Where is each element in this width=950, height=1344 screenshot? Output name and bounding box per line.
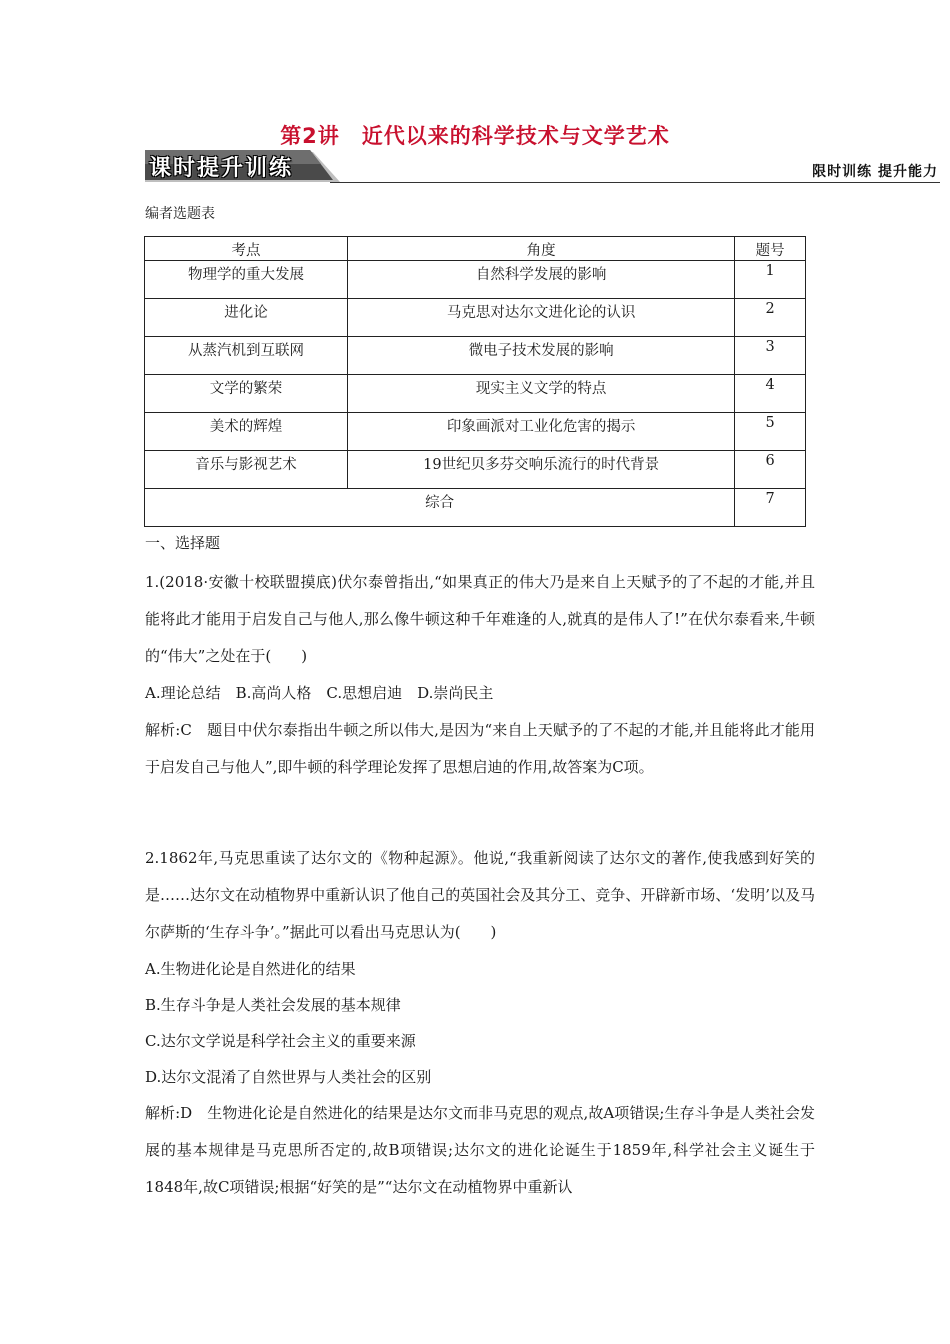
option-a: A.生物进化论是自然进化的结果 bbox=[145, 960, 356, 978]
table-row bbox=[145, 261, 806, 299]
table-header-row bbox=[145, 237, 806, 261]
header-topic: 考点 bbox=[145, 237, 348, 261]
cell-number: 6 bbox=[735, 451, 806, 489]
table-summary-row bbox=[145, 489, 806, 527]
question-2 bbox=[145, 840, 815, 1206]
lesson-title: 第2讲 近代以来的科学技术与文学艺术 bbox=[280, 124, 670, 148]
option-d: D.达尔文混淆了自然世界与人类社会的区别 bbox=[145, 1068, 432, 1086]
header-number: 题号 bbox=[735, 237, 806, 261]
question-analysis: 解析:C 题目中伏尔泰指出牛顿之所以伟大,是因为“来自上天赋予的了不起的才能,并且能将此才能用于启发自己与他人”,即牛顿的科学理论发挥了思想启迪的作用,故答案为C项。 bbox=[145, 721, 815, 776]
option-c: C.达尔文学说是科学社会主义的重要来源 bbox=[145, 1032, 416, 1050]
cell-angle: 现实主义文学的特点 bbox=[348, 375, 735, 413]
cell-topic: 从蒸汽机到互联网 bbox=[145, 337, 348, 375]
cell-angle: 微电子技术发展的影响 bbox=[348, 337, 735, 375]
cell-summary-label: 综合 bbox=[145, 489, 735, 527]
question-stem: 2.1862年,马克思重读了达尔文的《物种起源》。他说,“我重新阅读了达尔文的著作,使我感到好笑的是……达尔文在动植物界中重新认识了他自己的英国社会及其分工、竞争、开辟新市场、‘发明’以及马尔萨斯的‘生存斗争’。”据此可以看出马克思认为( ) bbox=[145, 849, 815, 941]
question-options: A.理论总结 B.高尚人格 C.思想启迪 D.崇尚民主 bbox=[145, 684, 494, 702]
section-banner bbox=[145, 147, 940, 187]
cell-number: 1 bbox=[735, 261, 806, 299]
table-row bbox=[145, 337, 806, 375]
cell-number: 2 bbox=[735, 299, 806, 337]
cell-topic: 音乐与影视艺术 bbox=[145, 451, 348, 489]
banner-rule bbox=[330, 182, 940, 183]
cell-angle: 自然科学发展的影响 bbox=[348, 261, 735, 299]
banner-label: 课时提升训练 bbox=[149, 156, 294, 181]
cell-angle: 印象画派对工业化危害的揭示 bbox=[348, 413, 735, 451]
cell-angle: 马克思对达尔文进化论的认识 bbox=[348, 299, 735, 337]
cell-topic: 美术的辉煌 bbox=[145, 413, 348, 451]
table-caption: 编者选题表 bbox=[145, 206, 215, 222]
cell-summary-number: 7 bbox=[735, 489, 806, 527]
cell-angle: 19世纪贝多芬交响乐流行的时代背景 bbox=[348, 451, 735, 489]
table-row bbox=[145, 375, 806, 413]
cell-number: 5 bbox=[735, 413, 806, 451]
cell-number: 4 bbox=[735, 375, 806, 413]
option-b: B.生存斗争是人类社会发展的基本规律 bbox=[145, 996, 401, 1014]
question-1 bbox=[145, 564, 815, 786]
table-row bbox=[145, 299, 806, 337]
cell-topic: 文学的繁荣 bbox=[145, 375, 348, 413]
question-stem: 1.(2018·安徽十校联盟摸底)伏尔泰曾指出,“如果真正的伟大乃是来自上天赋予的了不起的才能,并且能将此才能用于启发自己与他人,那么像牛顿这种千年难逢的人,就真的是伟人了!”在伏尔泰看来,牛顿的“伟大”之处在于( ) bbox=[145, 573, 815, 665]
section-heading: 一、选择题 bbox=[145, 534, 221, 552]
table-row bbox=[145, 451, 806, 489]
cell-topic: 物理学的重大发展 bbox=[145, 261, 348, 299]
cell-number: 3 bbox=[735, 337, 806, 375]
table-row bbox=[145, 413, 806, 451]
question-analysis: 解析:D 生物进化论是自然进化的结果是达尔文而非马克思的观点,故A项错误;生存斗争是人类社会发展的基本规律是马克思所否定的,故B项错误;达尔文的进化论诞生于1859年,科学社会主义诞生于1848年,故C项错误;根据“好笑的是”“达尔文在动植物界中重新认 bbox=[145, 1104, 815, 1196]
topic-table bbox=[144, 236, 806, 527]
cell-topic: 进化论 bbox=[145, 299, 348, 337]
header-angle: 角度 bbox=[348, 237, 735, 261]
banner-slogan: 限时训练 提升能力 bbox=[812, 164, 938, 180]
